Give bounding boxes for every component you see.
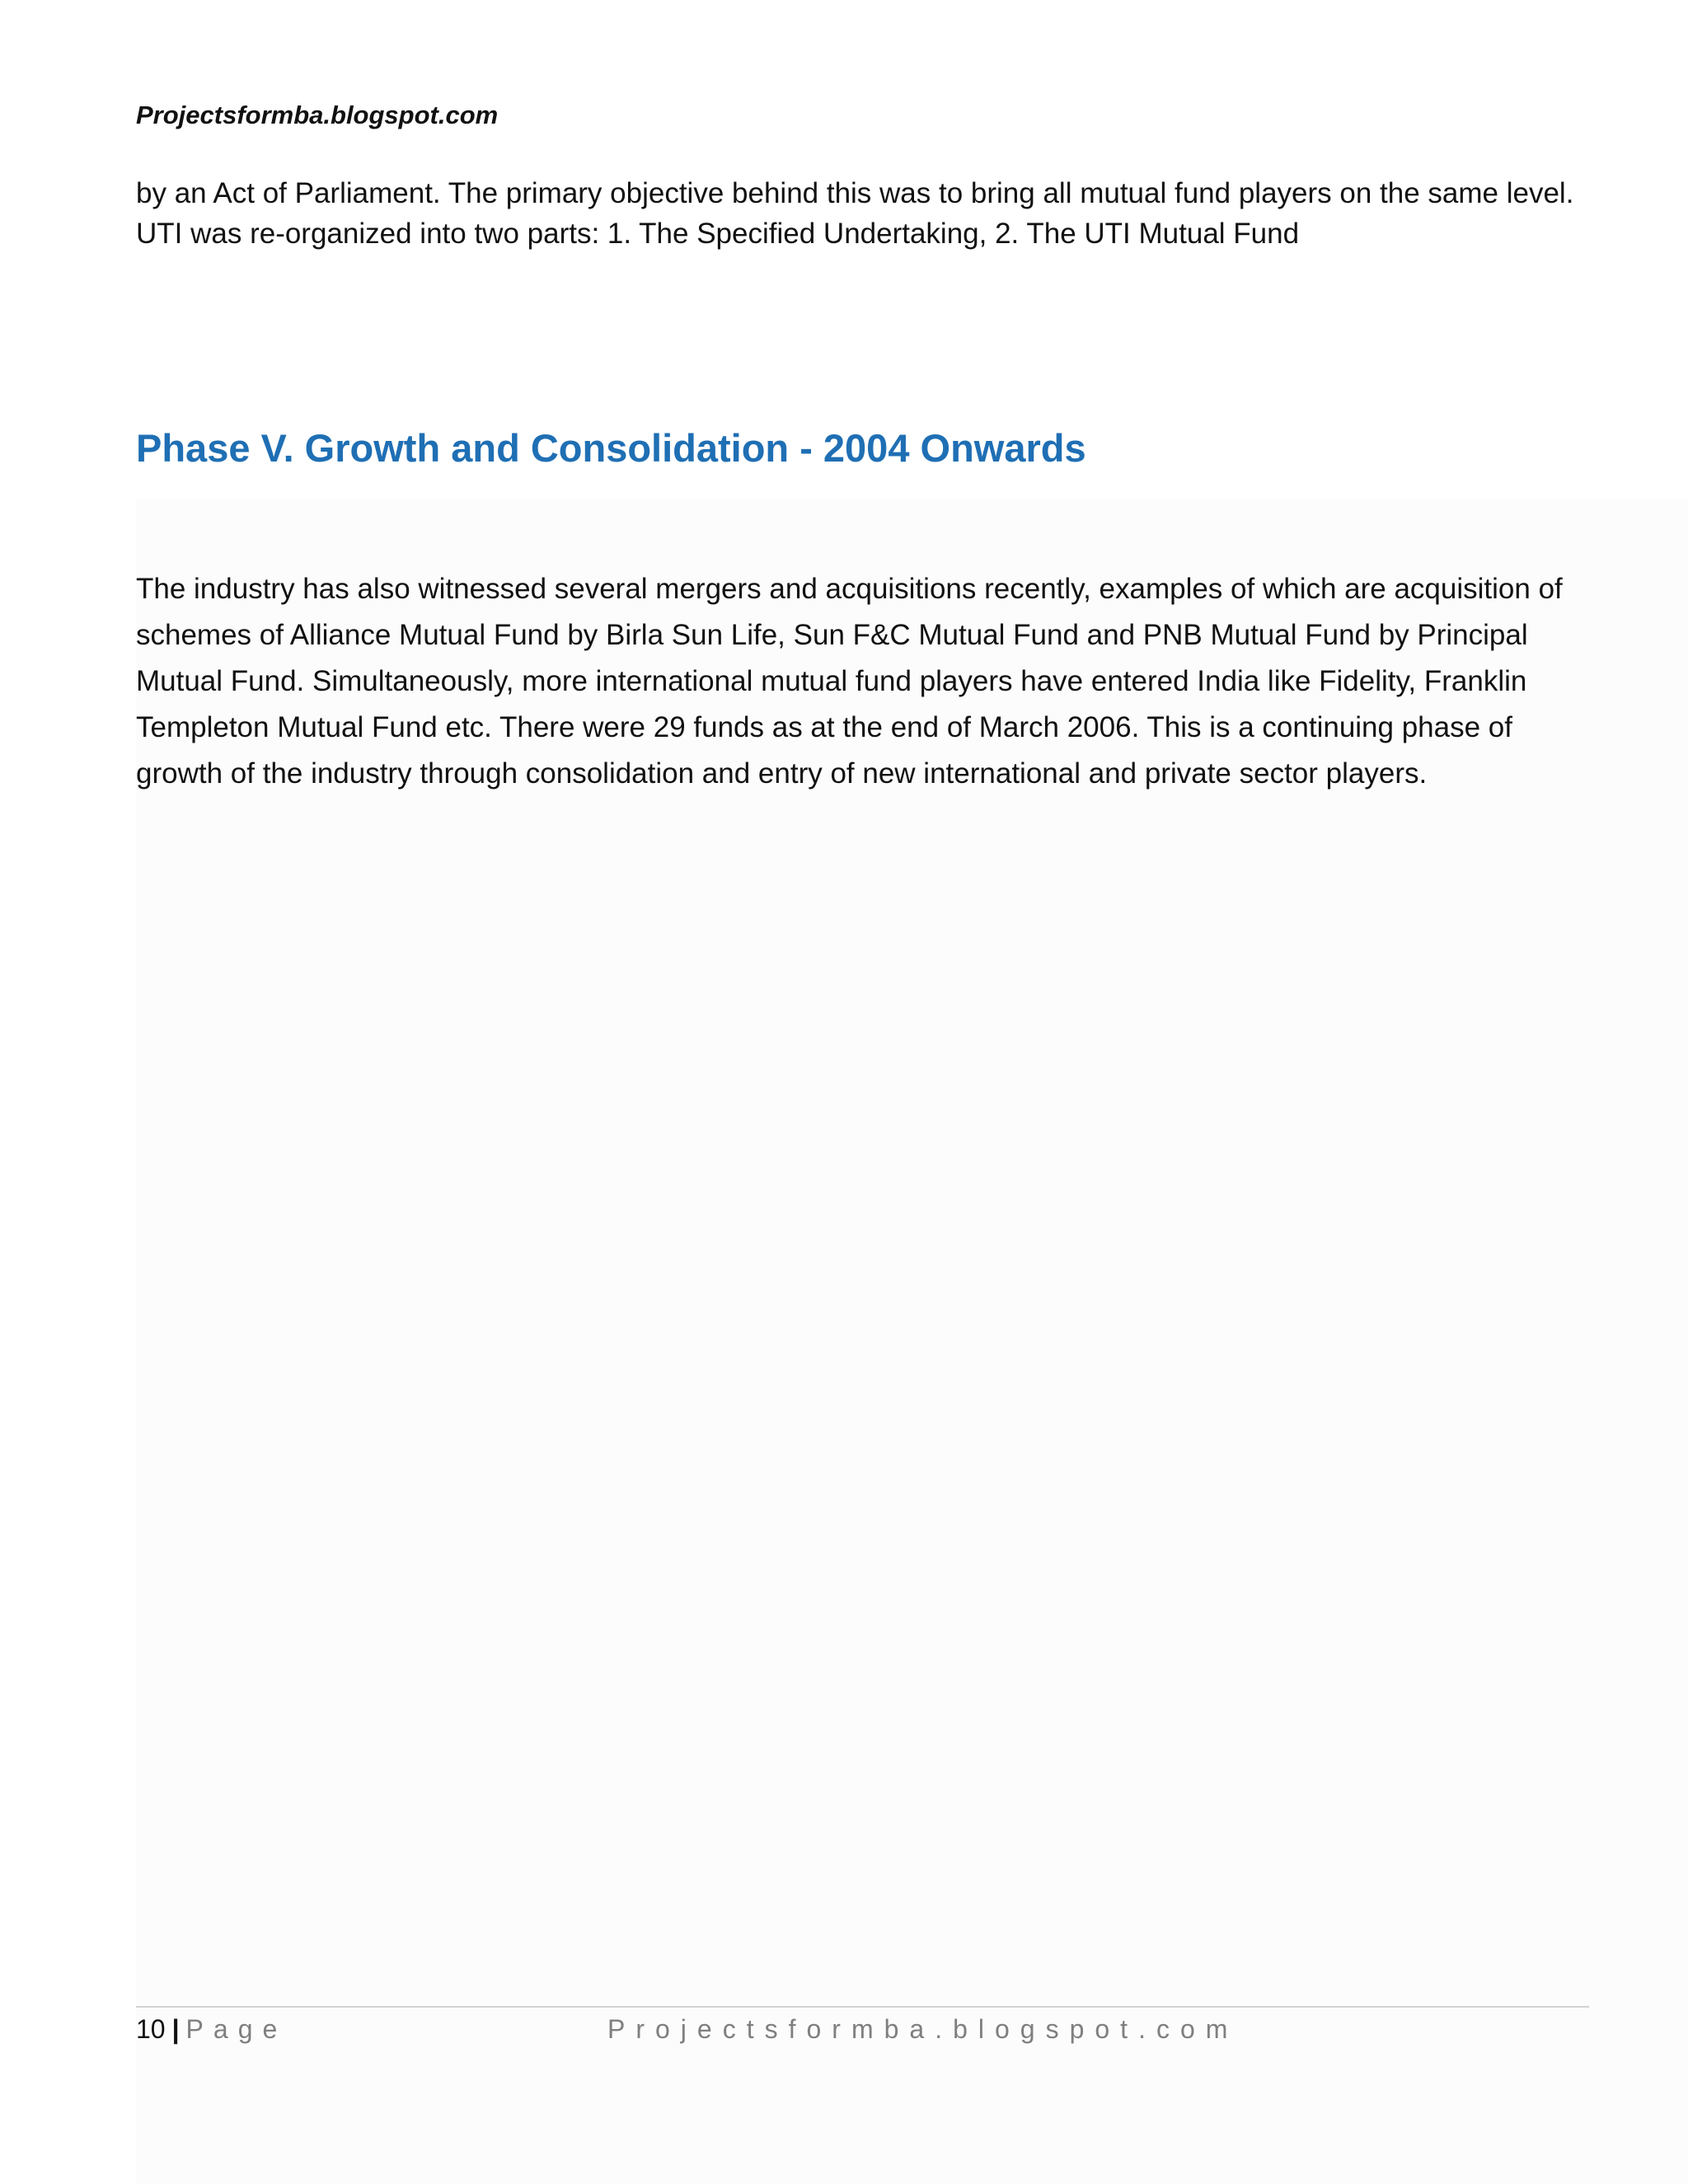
page-number: 10 (136, 2014, 166, 2044)
section-body-paragraph: The industry has also witnessed several mergers and acquisitions recently, examples of which are acquisition of schemes of Alliance Mutual Fund by Birla Sun Life, Sun F&C Mutual Fund and PNB Mutual Fund by Principal Mutual Fund. Simultaneously, more international mutual fund players have entered India like Fidelity, Franklin Templeton Mutual Fund etc. There were 29 funds as at the end of March 2006. This is a continuing phase of growth of the industry through consolidation and entry of new international and private sector players. (136, 573, 1563, 790)
footer-divider (136, 2006, 1589, 2008)
page-number-group (136, 2014, 287, 2045)
page-footer (136, 2014, 1589, 2055)
footer-site: Projectsformba.blogspot.com (607, 2014, 1239, 2044)
page-header: Projectsformba.blogspot.com (136, 101, 499, 129)
section-heading: Phase V. Growth and Consolidation - 2004 Onwards (136, 426, 1086, 470)
continuation-paragraph: by an Act of Parliament. The primary objective behind this was to bring all mutual fund players on the same level. UTI was re-organized into two parts: 1. The Specified Undertaking, 2. The UTI Mutual Fund (136, 177, 1574, 250)
page-label: Page (185, 2014, 288, 2044)
page-separator: | (171, 2014, 180, 2044)
